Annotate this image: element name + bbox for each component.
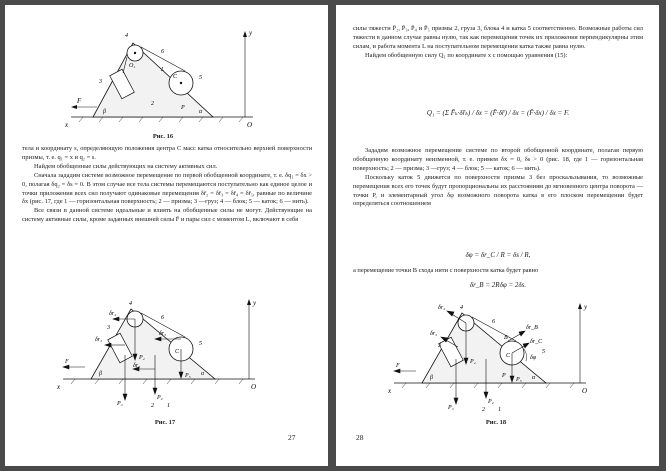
fig17-label-x: x <box>57 383 61 391</box>
fig17-label-P4: P₄ <box>139 355 145 361</box>
fig17-label-P3: P₃ <box>117 401 123 407</box>
fig17-label-y: y <box>253 299 257 307</box>
fig18-label-P4: P₄ <box>470 359 476 365</box>
fig18-label-alpha: α <box>532 375 536 381</box>
fig17-label-dr5: δr₅ <box>159 331 167 337</box>
right-paragraph-5: а перемещение точки B схода нити с поверхности катка будет равно <box>353 267 539 274</box>
fig18-label-x: x <box>388 387 392 395</box>
formula-dphi: δφ = δr_C / R = δs / R, <box>465 251 531 259</box>
figure-16-svg <box>63 23 278 133</box>
fig18-label-dr3: δr₃ <box>430 331 438 337</box>
fig18-label-O: O <box>582 387 588 395</box>
left-paragraph-1: тела и координату s, определяющую положения центра C масс катка относительно верхней поверхности призмы, т. е. q₁ = x и q₂ = s. <box>22 145 312 161</box>
figure-18 <box>386 299 616 417</box>
fig18-label-y: y <box>584 303 588 311</box>
right-paragraph-4: Поскольку каток 5 движется по поверхности призмы 3 без проскальзывания, то возможные перемещения всех его точек будут пропорциональны их расстояниям до мгновенного центра поворота — точки P, и элементарный угол δφ возможного поворота катка в его плоском перемещении будет определяться соотношением <box>353 173 643 208</box>
fig17-label-dr2: δr₂ <box>133 363 141 369</box>
fig16-label-L: L <box>161 67 165 73</box>
fig18-label-drB: δr_B <box>526 325 538 331</box>
right-page <box>336 5 659 466</box>
fig17-label-O: O <box>251 383 257 391</box>
fig16-label-beta: β <box>103 109 106 115</box>
fig17-label-C: C <box>175 349 180 355</box>
fig16-label-F: F <box>77 97 82 105</box>
right-paragraph-2: Найдем обобщенную силу Q₁ по координате x с помощью уравнения (15): <box>365 51 568 59</box>
fig16-label-C: C <box>173 74 178 80</box>
right-text-bottom <box>353 267 643 276</box>
fig18-label-drC: δr_C <box>530 339 543 345</box>
figure-17 <box>55 295 285 413</box>
fig18-caption: Рис. 18 <box>485 419 507 426</box>
fig17-label-1: 1 <box>167 403 170 409</box>
fig18-label-3: 3 <box>438 343 441 349</box>
right-text-top <box>353 25 643 61</box>
left-paragraph-4: Все связи в данной системе идеальные и влиять на обобщенные силы не могут. Действующие на систему активные силы, кроме заданных внешней силы F̄ и пары сил с моментом L, включают в себя <box>22 207 312 224</box>
page-number-left: 27 <box>288 433 296 442</box>
fig18-label-beta: β <box>430 375 433 381</box>
fig17-label-P5: P₅ <box>185 373 191 379</box>
fig18-label-1: 1 <box>498 407 501 413</box>
fig18-label-P2: P₂ <box>488 399 494 405</box>
fig18-label-B: B <box>504 335 508 341</box>
fig17-label-dr3: δr₃ <box>95 337 103 343</box>
page-number-right: 28 <box>356 433 364 442</box>
fig17-label-4: 4 <box>129 301 132 307</box>
fig16-label-2: 2 <box>151 101 154 107</box>
left-text-block <box>22 145 312 225</box>
fig16-label-y: y <box>249 29 253 37</box>
right-paragraph-1: силы тяжести P̄₂, P̄₃, P̄₄ и P̄₅ призмы 2, груза 3, блока 4 и катка 5 соответственно. Возможные работы сил тяжести в данном случае равны нулю, так как перемещения точек их приложения перпендикулярны этим силам, и работа момента L на поступательном перемещении катка также равна нулю. <box>353 25 643 50</box>
formula-Q1: Q₁ = (Σ F̄ₖ·δr̄ₖ) / δx = (F̄·δr̄) / δx = (F̄·δx) / δx = F. <box>426 109 570 117</box>
fig16-label-x: x <box>65 121 69 129</box>
fig16-label-alpha: α <box>199 109 203 115</box>
fig18-label-P: P <box>502 373 506 379</box>
fig18-label-C: C <box>506 353 511 359</box>
fig16-label-5: 5 <box>199 75 202 81</box>
fig17-label-P2: P₂ <box>157 395 163 401</box>
fig17-label-dr4: δr₄ <box>109 311 117 317</box>
fig18-label-P5: P₅ <box>516 377 522 383</box>
fig18-label-dr4: δr₄ <box>438 305 446 311</box>
fig16-label-4: 4 <box>125 33 128 39</box>
fig17-caption: Рис. 17 <box>154 419 176 426</box>
fig16-label-3: 3 <box>99 79 102 85</box>
formula-drB: δr_B = 2Rδφ = 2δs. <box>469 281 527 289</box>
fig18-label-dphi: δφ <box>530 355 537 361</box>
fig18-label-4: 4 <box>460 305 463 311</box>
right-text-middle <box>353 147 643 209</box>
fig17-label-beta: β <box>99 371 102 377</box>
figure-16 <box>63 23 278 133</box>
fig17-label-6: 6 <box>161 315 164 321</box>
left-paragraph-2: Найдем обобщенные силы действующих на систему активных сил. <box>34 162 218 170</box>
right-paragraph-3: Зададим возможное перемещение системе по второй обобщенной координате, полагая первую обобщенную координату неизменной, т. е. примем δx = 0, δs > 0 (рис. 18, где 1 — горизонтальная поверхность; 2 — призма; 3 —груз; 4 — блок; 5 — каток; 6 — нить). <box>353 147 643 172</box>
left-paragraph-3: Сначала зададим системе возможное перемещение по первой обобщенной координате, т. е. δq₁ = δx > 0, полагая δq₂ = δs = 0. В этом случае все тела системы перемещаются поступательно как единое целое и точки приложения всех сил получают одинаковые перемещения δr̄₂ = δr̄₃ = δr̄₄ = δr̄₅, равные по величине δx (рис. 17, где 1 — горизонтальная поверхность; 2 — призма; 3 —груз; 4 — блок; 5 — каток; 6 — нить). <box>22 171 312 206</box>
fig16-caption: Рис. 16 <box>152 133 174 140</box>
fig17-label-2: 2 <box>151 403 154 409</box>
fig18-label-F: F <box>396 363 400 369</box>
figure-17-svg <box>55 295 285 413</box>
fig18-label-6: 6 <box>492 319 495 325</box>
fig18-label-5: 5 <box>542 349 545 355</box>
fig16-label-6: 6 <box>161 49 164 55</box>
figure-18-svg <box>386 299 616 417</box>
fig16-label-P: P <box>181 105 185 111</box>
fig17-label-3: 3 <box>107 325 110 331</box>
fig16-label-O1: O₁ <box>129 63 136 69</box>
fig17-label-5: 5 <box>199 341 202 347</box>
fig17-label-alpha: α <box>201 371 205 377</box>
fig17-label-F: F <box>65 359 69 365</box>
fig18-label-2: 2 <box>482 407 485 413</box>
fig16-label-O: O <box>247 121 253 129</box>
fig18-label-P3: P₃ <box>448 405 454 411</box>
left-page <box>5 5 328 466</box>
